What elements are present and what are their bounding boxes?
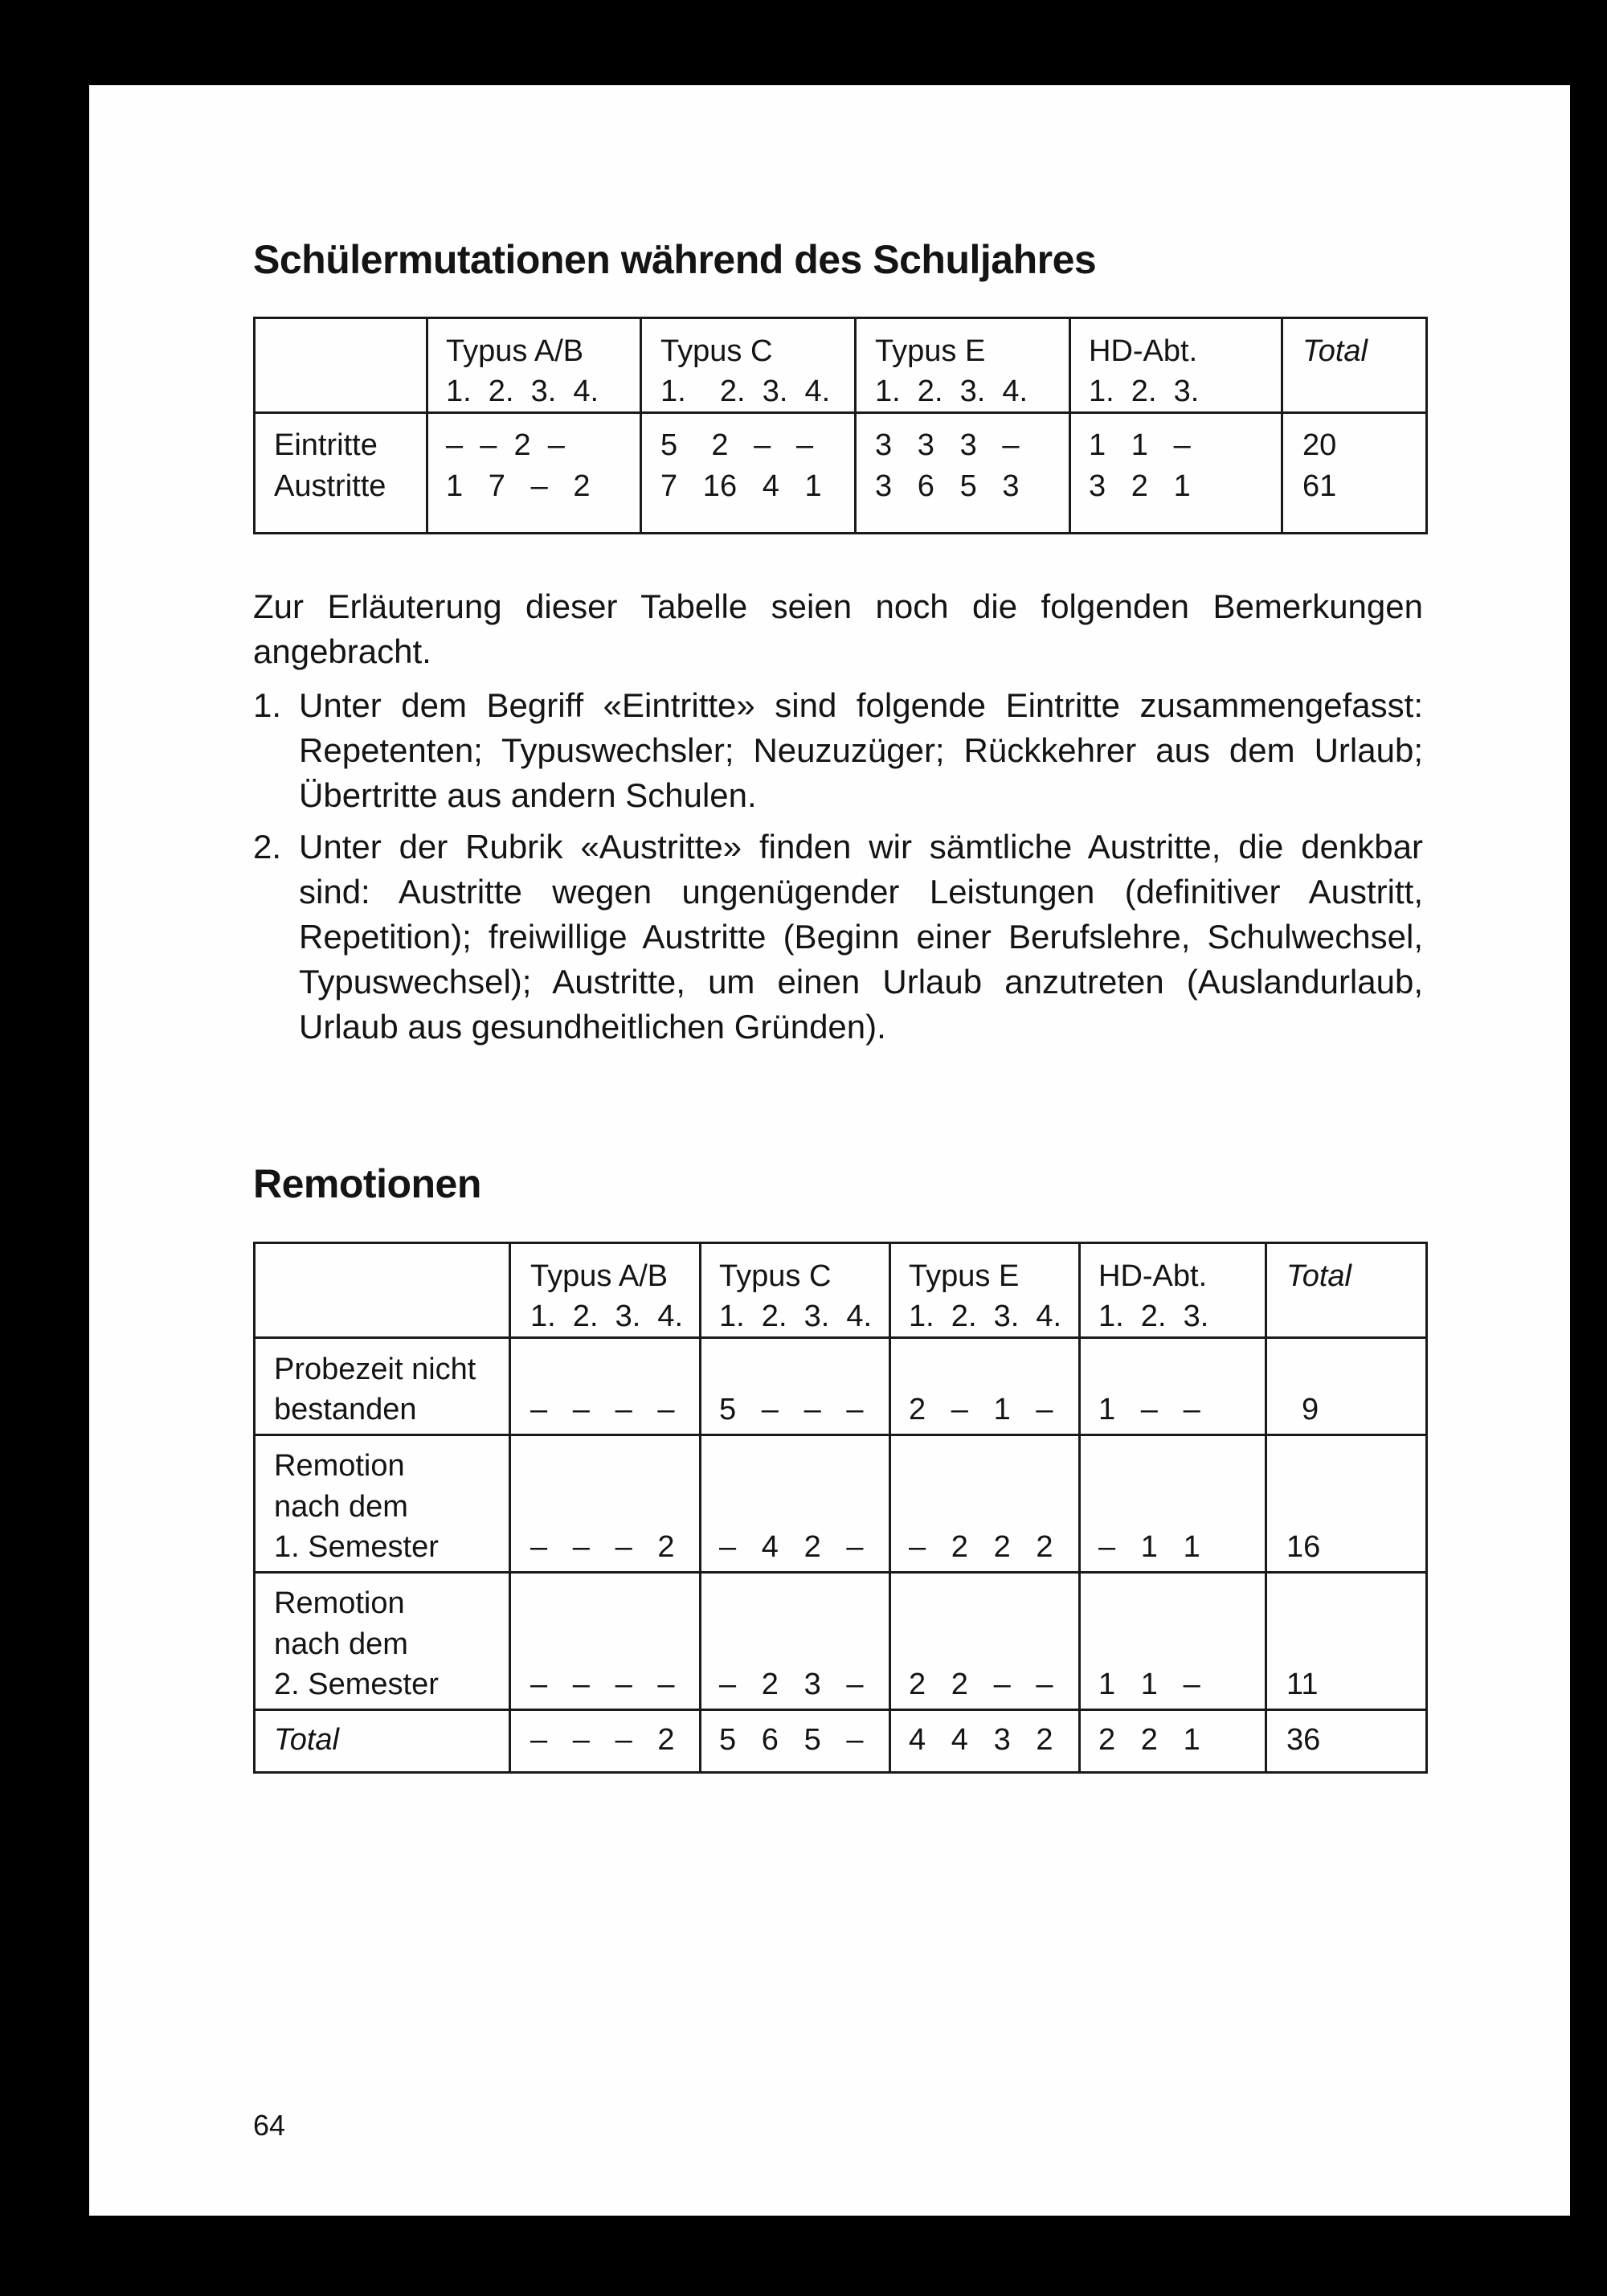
table-cell: – 1 1 xyxy=(1098,1530,1200,1564)
table-cell: 1 1 – xyxy=(1098,1668,1200,1701)
row-label: Total xyxy=(274,1723,339,1757)
row-label: Austritte xyxy=(274,469,386,503)
row-label: 1. Semester xyxy=(274,1530,439,1564)
row-label: Remotion xyxy=(274,1586,405,1620)
paragraph-line: Zur Erläuterung dieser Tabelle seien noch die folgenden Bemerkungen xyxy=(253,587,1423,625)
row-total: 61 xyxy=(1302,469,1337,503)
column-grades: 1. 2. 3. 4. xyxy=(909,1299,1062,1333)
paragraph-line: Repetition); freiwillige Austritte (Beginn einer Berufslehre, Schulwechsel, xyxy=(299,918,1423,956)
column-header: Typus E xyxy=(909,1259,1020,1293)
table-cell: 4 4 3 2 xyxy=(909,1723,1053,1757)
row-label: bestanden xyxy=(274,1393,417,1426)
total-header: Total xyxy=(1302,334,1368,368)
table-cell: 2 2 1 xyxy=(1098,1723,1200,1757)
column-header: Typus C xyxy=(660,334,773,368)
table-cell: 1 – – xyxy=(1098,1393,1200,1426)
row-total: 9 xyxy=(1302,1393,1319,1426)
row-label: Eintritte xyxy=(274,428,378,462)
table-cell: – 2 2 2 xyxy=(909,1530,1053,1564)
table-cell: – – 2 – xyxy=(446,428,565,462)
column-grades: 1. 2. 3. 4. xyxy=(719,1299,873,1333)
table-cell: 3 3 3 – xyxy=(875,428,1020,462)
column-header: HD-Abt. xyxy=(1098,1259,1208,1293)
table-cell: 1 7 – 2 xyxy=(446,469,591,503)
paragraph-line: Unter der Rubrik «Austritte» finden wir sämtliche Austritte, die denkbar xyxy=(299,828,1423,866)
table-cell: 3 2 1 xyxy=(1089,469,1191,503)
table-cell: 7 16 4 1 xyxy=(660,469,822,503)
row-label: 2. Semester xyxy=(274,1668,439,1701)
mutations-table xyxy=(253,317,1428,534)
table-cell: 2 2 – – xyxy=(909,1668,1053,1701)
row-label: Probezeit nicht xyxy=(274,1353,476,1386)
paragraph-line: Unter dem Begriff «Eintritte» sind folgende Eintritte zusammengefasst: xyxy=(299,686,1423,724)
list-number: 2. xyxy=(253,828,282,866)
column-header: HD-Abt. xyxy=(1089,334,1198,368)
table-cell: 3 6 5 3 xyxy=(875,469,1020,503)
column-header: Typus A/B xyxy=(446,334,584,368)
document-page xyxy=(89,85,1570,2216)
table-cell: – – – – xyxy=(530,1393,675,1426)
paragraph-line: Urlaub aus gesundheitlichen Gründen). xyxy=(299,1008,886,1046)
row-label: Remotion xyxy=(274,1449,405,1483)
column-header: Typus C xyxy=(719,1259,832,1293)
paragraph-line: Repetenten; Typuswechsler; Neuzuzüger; Rückkehrer aus dem Urlaub; xyxy=(299,731,1423,769)
table-cell: – – – 2 xyxy=(530,1723,675,1757)
paragraph-line: angebracht. xyxy=(253,632,431,670)
table-cell: – 2 3 – xyxy=(719,1668,864,1701)
row-total: 16 xyxy=(1286,1530,1321,1564)
column-header: Typus E xyxy=(875,334,986,368)
table-cell: 5 – – – xyxy=(719,1393,864,1426)
column-grades: 1. 2. 3. 4. xyxy=(446,374,599,408)
paragraph-line: Typuswechsel); Austritte, um einen Urlaub anzutreten (Auslandurlaub, xyxy=(299,963,1423,1001)
table-cell: – – – – xyxy=(530,1668,675,1701)
row-total: 20 xyxy=(1302,428,1337,462)
column-grades: 1. 2. 3. 4. xyxy=(530,1299,684,1333)
column-grades: 1. 2. 3. 4. xyxy=(660,374,831,408)
column-grades: 1. 2. 3. xyxy=(1089,374,1200,408)
row-label: nach dem xyxy=(274,1627,408,1661)
section-title: Remotionen xyxy=(253,1161,481,1206)
table-cell: 1 1 – xyxy=(1089,428,1191,462)
column-grades: 1. 2. 3. xyxy=(1098,1299,1209,1333)
remotions-table xyxy=(253,1242,1428,1774)
row-total: 36 xyxy=(1286,1723,1321,1757)
row-total: 11 xyxy=(1286,1668,1319,1701)
paragraph-line: Übertritte aus andern Schulen. xyxy=(299,776,757,814)
table-cell: 5 6 5 – xyxy=(719,1723,864,1757)
row-label: nach dem xyxy=(274,1490,408,1524)
column-grades: 1. 2. 3. 4. xyxy=(875,374,1028,408)
section-title: Schülermutationen während des Schuljahres xyxy=(253,237,1097,282)
list-number: 1. xyxy=(253,686,282,724)
table-cell: – – – 2 xyxy=(530,1530,675,1564)
paragraph-line: sind: Austritte wegen ungenügender Leistungen (definitiver Austritt, xyxy=(299,873,1423,911)
total-header: Total xyxy=(1286,1259,1351,1293)
table-cell: – 4 2 – xyxy=(719,1530,864,1564)
table-cell: 2 – 1 – xyxy=(909,1393,1053,1426)
page-number: 64 xyxy=(253,2109,286,2142)
table-cell: 5 2 – – xyxy=(660,428,814,462)
column-header: Typus A/B xyxy=(530,1259,669,1293)
